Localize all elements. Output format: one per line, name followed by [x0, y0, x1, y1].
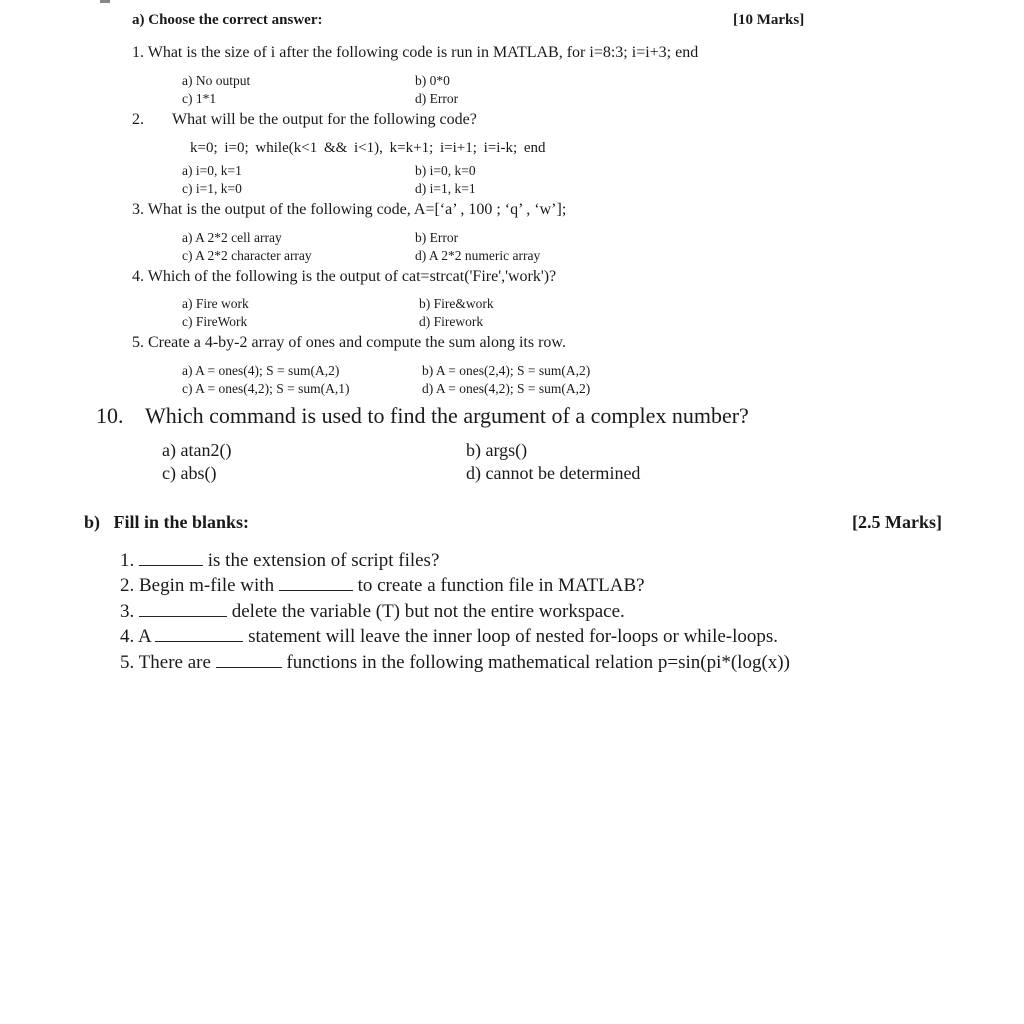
- blank-5-prefix: 5. There are: [120, 652, 211, 673]
- blank-3-suffix: delete the variable (T) but not the entire workspace.: [231, 601, 625, 622]
- q5-option-b: b) A = ones(2,4); S = sum(A,2): [422, 363, 591, 378]
- blank-2-prefix: 2. Begin m-file with: [120, 575, 275, 596]
- blank-4-line: [155, 627, 243, 642]
- blank-3-prefix: 3.: [120, 601, 135, 622]
- blank-item-1: [120, 550, 439, 572]
- question-2-number: 2.: [132, 111, 144, 128]
- blank-1-suffix: is the extension of script files?: [207, 550, 440, 571]
- q10-option-d: d) cannot be determined: [466, 463, 641, 483]
- q2-option-d: d) i=1, k=1: [415, 181, 476, 196]
- question-2-text: What will be the output for the following code?: [172, 111, 477, 128]
- q2-option-b: b) i=0, k=0: [415, 163, 476, 178]
- question-1-text: 1. What is the size of i after the following code is run in MATLAB, for i=8:3; i=i+3; end: [132, 44, 699, 61]
- question-3-text: 3. What is the output of the following code, A=[‘a’ , 100 ; ‘q’ , ‘w’];: [132, 201, 567, 218]
- question-5-text: 5. Create a 4-by-2 array of ones and compute the sum along its row.: [132, 334, 566, 351]
- q5-option-a: a) A = ones(4); S = sum(A,2): [182, 363, 340, 378]
- q4-option-b: b) Fire&work: [419, 296, 494, 311]
- blank-2-line: [279, 576, 353, 591]
- blank-4-prefix: 4. A: [120, 626, 151, 647]
- blank-1-prefix: 1.: [120, 550, 135, 571]
- q10-option-c: c) abs(): [162, 463, 217, 483]
- q4-option-a: a) Fire work: [182, 296, 249, 311]
- q10-option-a: a) atan2(): [162, 440, 232, 460]
- q3-option-a: a) A 2*2 cell array: [182, 230, 282, 245]
- blank-3-line: [139, 602, 227, 617]
- blank-1-line: [139, 551, 203, 566]
- q1-option-a: a) No output: [182, 73, 251, 88]
- q10-option-b: b) args(): [466, 440, 528, 460]
- question-2-code: k=0; i=0; while(k<1 && i<1), k=k+1; i=i+1; i=i-k; end: [190, 140, 546, 156]
- question-4-text: 4. Which of the following is the output of cat=strcat('Fire','work')?: [132, 268, 557, 285]
- q2-option-c: c) i=1, k=0: [182, 181, 242, 196]
- blank-item-4: [120, 626, 778, 648]
- blank-item-3: [120, 601, 625, 623]
- q2-option-a: a) i=0, k=1: [182, 163, 242, 178]
- blank-5-suffix: functions in the following mathematical relation p=sin(pi*(log(x)): [286, 652, 790, 673]
- question-10-text: Which command is used to find the argument of a complex number?: [145, 403, 749, 428]
- q1-option-c: c) 1*1: [182, 91, 217, 106]
- blank-4-suffix: statement will leave the inner loop of nested for-loops or while-loops.: [248, 626, 779, 647]
- q3-option-b: b) Error: [415, 230, 459, 245]
- q4-option-d: d) Firework: [419, 314, 484, 329]
- section-b-marks: [2.5 Marks]: [852, 512, 942, 532]
- blank-item-2: [120, 575, 645, 597]
- q1-option-d: d) Error: [415, 91, 459, 106]
- blank-5-line: [216, 653, 282, 668]
- blank-item-5: [120, 652, 790, 674]
- scan-mark: [100, 0, 110, 3]
- section-a-marks: [10 Marks]: [733, 12, 805, 28]
- section-b-heading: b) Fill in the blanks:: [84, 512, 250, 532]
- q5-option-c: c) A = ones(4,2); S = sum(A,1): [182, 381, 350, 396]
- question-10-number: 10.: [96, 403, 124, 428]
- q4-option-c: c) FireWork: [182, 314, 248, 329]
- q3-option-c: c) A 2*2 character array: [182, 248, 312, 263]
- section-a-heading: a) Choose the correct answer:: [132, 12, 323, 28]
- q5-option-d: d) A = ones(4,2); S = sum(A,2): [422, 381, 591, 396]
- q3-option-d: d) A 2*2 numeric array: [415, 248, 541, 263]
- q1-option-b: b) 0*0: [415, 73, 450, 88]
- blank-2-suffix: to create a function file in MATLAB?: [357, 575, 645, 596]
